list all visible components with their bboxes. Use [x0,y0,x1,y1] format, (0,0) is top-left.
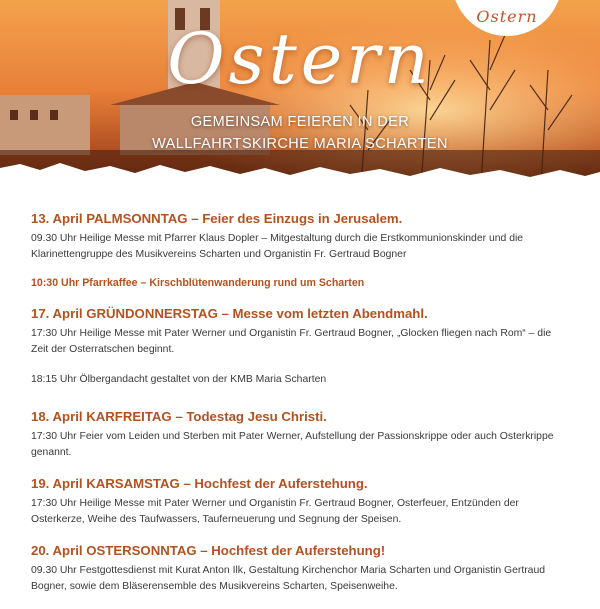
subtitle-line-2: WALLFAHRTSKIRCHE MARIA SCHARTEN [152,136,448,152]
hero-banner [0,0,600,200]
event-heading: 17. April GRÜNDONNERSTAG – Messe vom letzten Abendmahl. [31,306,428,321]
event-easter-sunday [31,542,571,595]
event-heading: 20. April OSTERSONNTAG – Hochfest der Auferstehung! [31,543,386,558]
event-description: 09.30 Uhr Heilige Messe mit Pfarrer Klaus Dopler – Mitgestaltung durch die Erstkommunionskinder und die Klarinettengruppe des Musikvereins Scharten und Organistin Fr. Gertraud Bogner [31,233,524,260]
event-description: 17:30 Uhr Feier vom Leiden und Sterben mit Pater Werner, Aufstellung der Passionskrippe oder auch Osterkrippe genannt. [31,431,554,458]
event-description: 17:30 Uhr Heilige Messe mit Pater Werner und Organistin Fr. Gertraud Bogner, Osterfeuer, Entzünden der Osterkerze, Weihe des Taufwassers, Tauferneuerung und Segnung der Speisen. [31,498,519,525]
event-heading: 19. April KARSAMSTAG – Hochfest der Auferstehung. [31,476,368,491]
event-palm-sunday [31,210,571,263]
event-description: 17:30 Uhr Heilige Messe mit Pater Werner und Organistin Fr. Gertraud Bogner, „Glocken fliegen nach Rom“ – die Zeit der Osterratschen beginnt. [31,328,552,355]
event-good-friday [31,408,571,461]
maundy-thursday-note: 18:15 Uhr Ölbergandacht gestaltet von der KMB Maria Scharten [31,374,327,385]
subtitle-line-1: GEMEINSAM FEIEREN IN DER [190,114,410,130]
logo-text: Ostern [476,7,538,26]
palm-sunday-followup: 10:30 Uhr Pfarrkaffee – Kirschblütenwanderung rund um Scharten [31,277,365,289]
event-description: 09.30 Uhr Festgottesdienst mit Kurat Anton Ilk, Gestaltung Kirchenchor Maria Scharten und Organistin Gertraud Bogner, sowie dem Bläserensemble des Musikvereins Scharten, Speisenweihe. [31,565,546,592]
event-schedule [31,210,571,609]
event-holy-saturday [31,475,571,528]
event-heading: 18. April KARFREITAG – Todestag Jesu Christi. [31,409,327,424]
event-maundy-thursday [31,305,571,358]
page-title: Ostern [167,18,433,100]
event-heading: 13. April PALMSONNTAG – Feier des Einzugs in Jerusalem. [31,211,403,226]
